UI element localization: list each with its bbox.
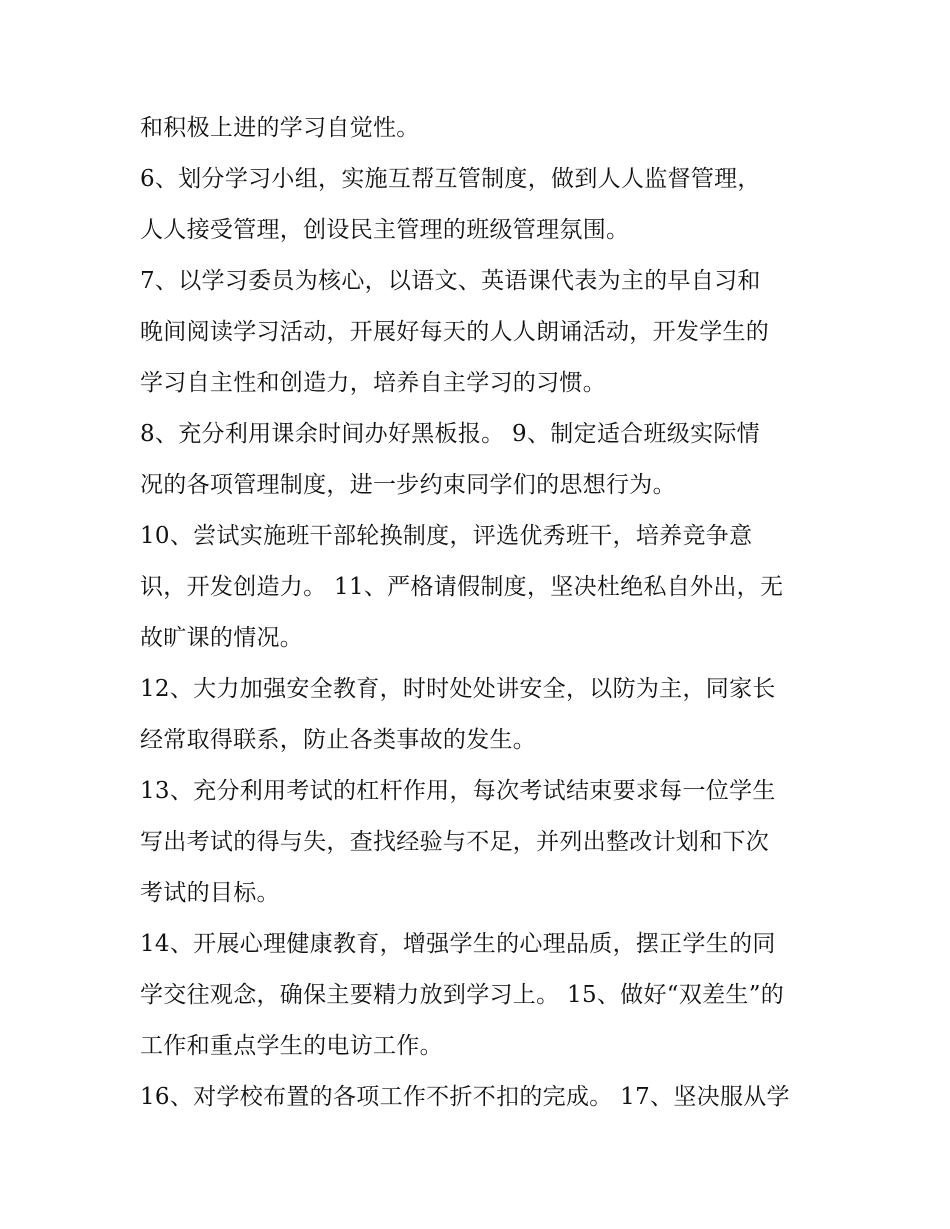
text-line: 况的各项管理制度，进一步约束同学们的思想行为。	[140, 472, 676, 498]
text-line: 16、对学校布置的各项工作不折不扣的完成。 17、坚决服从学	[140, 1084, 790, 1110]
text-line: 经常取得联系，防止各类事故的发生。	[140, 727, 537, 753]
text-line: 12、大力加强安全教育，时时处处讲安全，以防为主，同家长	[140, 676, 776, 702]
text-line: 6、划分学习小组，实施互帮互管制度，做到人人监督管理，	[140, 166, 761, 192]
text-line: 和积极上进的学习自觉性。	[140, 115, 420, 141]
text-line: 晚间阅读学习活动，开展好每天的人人朗诵活动，开发学生的	[140, 319, 770, 345]
text-line: 工作和重点学生的电访工作。	[140, 1033, 443, 1059]
text-line: 考试的目标。	[140, 880, 280, 906]
text-line: 10、尝试实施班干部轮换制度，评选优秀班干，培养竞争意	[140, 523, 753, 549]
text-line: 写出考试的得与失，查找经验与不足，并列出整改计划和下次	[140, 829, 770, 855]
text-line: 识，开发创造力。 11、严格请假制度，坚决杜绝私自外出，无	[140, 574, 784, 600]
text-line: 人人接受管理，创设民主管理的班级管理氛围。	[140, 217, 630, 243]
text-line: 学交往观念，确保主要精力放到学习上。 15、做好“双差生”的	[140, 982, 785, 1008]
text-line: 7、以学习委员为核心，以语文、英语课代表为主的早自习和	[140, 268, 761, 294]
text-line: 故旷课的情况。	[140, 625, 304, 651]
text-line: 14、开展心理健康教育，增强学生的心理品质，摆正学生的同	[140, 931, 776, 957]
text-line: 8、充分利用课余时间办好黑板报。 9、制定适合班级实际情	[140, 421, 760, 447]
text-line: 13、充分利用考试的杠杆作用，每次考试结束要求每一位学生	[140, 778, 776, 804]
text-line: 学习自主性和创造力，培养自主学习的习惯。	[140, 370, 606, 396]
document-body	[140, 104, 820, 1124]
